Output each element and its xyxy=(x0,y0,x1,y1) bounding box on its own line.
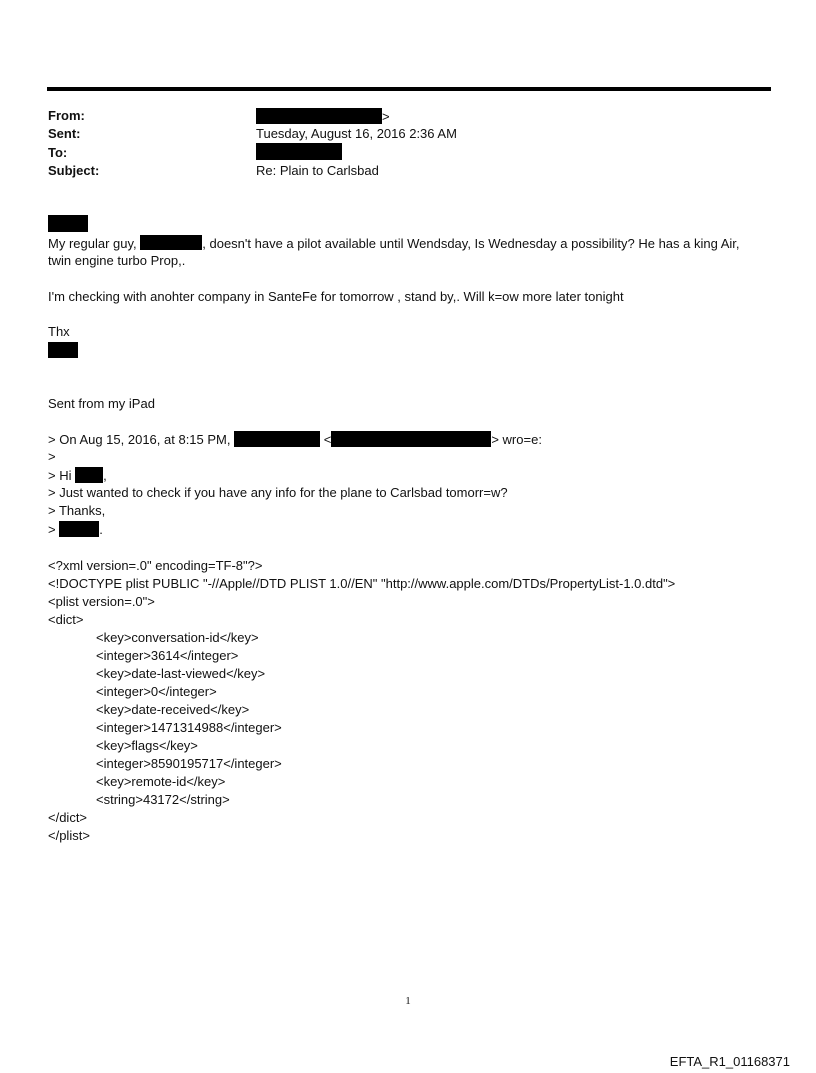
redaction-block xyxy=(256,143,342,160)
sent-value: Tuesday, August 16, 2016 2:36 AM xyxy=(256,126,457,141)
header-rule xyxy=(47,87,771,91)
quote-line-5: > Thanks, xyxy=(48,503,106,518)
page-number: 1 xyxy=(405,995,411,1007)
body-text: My regular guy, xyxy=(48,236,137,251)
redaction-block xyxy=(234,431,320,447)
quote-line-3 xyxy=(48,467,107,484)
xml-line: <string>43172</string> xyxy=(96,792,230,807)
redaction-block xyxy=(256,108,382,124)
xml-line: <key>conversation-id</key> xyxy=(96,630,259,645)
subject-value: Re: Plain to Carlsbad xyxy=(256,163,379,178)
redaction-block xyxy=(331,431,491,447)
xml-line: </plist> xyxy=(48,828,90,843)
xml-line: <integer>8590195717</integer> xyxy=(96,756,282,771)
quote-text: > Hi xyxy=(48,468,72,483)
quote-text: . xyxy=(99,522,103,537)
xml-line: <integer>1471314988</integer> xyxy=(96,720,282,735)
from-label: From: xyxy=(48,108,85,123)
quote-text: < xyxy=(323,432,332,447)
xml-line: <dict> xyxy=(48,612,84,627)
thanks-line: Thx xyxy=(48,324,70,339)
quote-text: > xyxy=(48,522,56,537)
greeting-redaction xyxy=(48,215,88,233)
xml-line: <integer>0</integer> xyxy=(96,684,217,699)
quote-line-1 xyxy=(48,431,542,448)
xml-line: <!DOCTYPE plist PUBLIC "-//Apple//DTD PLIST 1.0//EN" "http://www.apple.com/DTDs/PropertyList-1.0.dtd"> xyxy=(48,576,676,591)
quote-text: , xyxy=(103,468,107,483)
xml-line: <key>flags</key> xyxy=(96,738,198,753)
from-suffix: > xyxy=(382,109,390,124)
to-value xyxy=(256,143,342,161)
redaction-block xyxy=(48,342,78,358)
quote-text: > On Aug 15, 2016, at 8:15 PM, xyxy=(48,432,231,447)
body-text: , doesn't have a pilot available until Wendsday, Is Wednesday a possibility? He has a king Air, xyxy=(202,236,740,251)
body-line-1 xyxy=(48,235,740,252)
xml-line: <key>remote-id</key> xyxy=(96,774,226,789)
to-label: To: xyxy=(48,145,68,160)
xml-line: <?xml version=.0" encoding=TF-8"?> xyxy=(48,558,263,573)
xml-line: <plist version=.0"> xyxy=(48,594,155,609)
quote-text: > wro=e: xyxy=(491,432,542,447)
quote-line-4: > Just wanted to check if you have any info for the plane to Carlsbad tomorr=w? xyxy=(48,485,508,500)
sent-from-line: Sent from my iPad xyxy=(48,396,155,411)
quote-line-6 xyxy=(48,521,103,538)
sent-label: Sent: xyxy=(48,126,81,141)
redaction-block xyxy=(48,215,88,232)
xml-line: <key>date-received</key> xyxy=(96,702,250,717)
xml-line: <integer>3614</integer> xyxy=(96,648,239,663)
redaction-block xyxy=(59,521,99,537)
subject-label: Subject: xyxy=(48,163,100,178)
quote-line-2: > xyxy=(48,449,56,464)
bates-number: EFTA_R1_01168371 xyxy=(669,1054,790,1069)
xml-line: </dict> xyxy=(48,810,88,825)
redaction-block xyxy=(75,467,103,483)
signature-redaction xyxy=(48,342,78,359)
xml-block xyxy=(48,557,675,845)
redaction-block xyxy=(140,235,202,250)
body-line-2: twin engine turbo Prop,. xyxy=(48,253,186,268)
from-value xyxy=(256,108,390,125)
body-line-3: I'm checking with anohter company in SanteFe for tomorrow , stand by,. Will k=ow more later tonight xyxy=(48,289,624,304)
xml-line: <key>date-last-viewed</key> xyxy=(96,666,266,681)
